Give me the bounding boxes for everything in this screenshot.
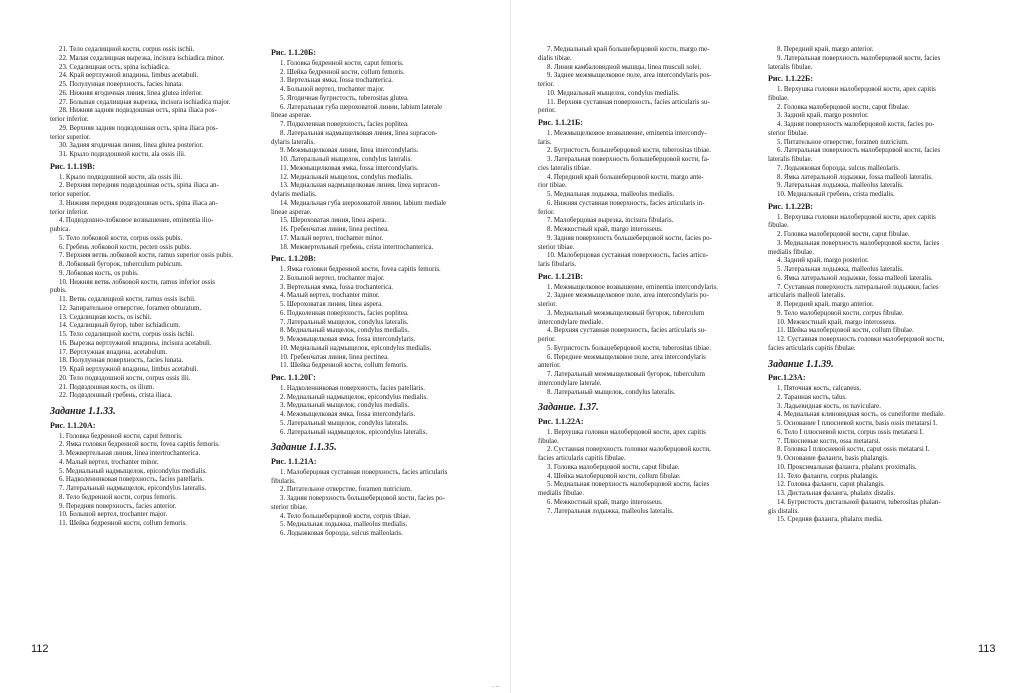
text-line: medialis fibulae. (768, 248, 814, 256)
text-line: 13. Седалищная кость, os ischii. (59, 313, 152, 321)
text-line: 15. Шероховатая линия, linea aspera. (280, 217, 387, 225)
text-line: 11. Верхняя суставная поверхность, facies articularis su- (547, 98, 710, 106)
right-page-column-1 (538, 46, 760, 516)
text-line: 8. Линия камбаловидной мышцы, linea musculi solei. (547, 63, 702, 71)
text-line: 1. Верхушка головки малоберцовой кости, apex capitis (777, 86, 936, 93)
text-line: 2. Таранная кость, talus. (777, 393, 847, 401)
text-line: 7. Подколенная поверхность, facies poplitea. (280, 121, 409, 128)
text-line: pubis. (50, 287, 67, 295)
text-line: 12. Головка фаланги, caput phalangis. (777, 481, 885, 489)
text-line: 2. Медиальный надмыщелок, epicondylus medialis. (280, 393, 428, 401)
figure-heading: Рис. 1.1.21Б: (538, 118, 583, 127)
text-line: 4. Шейка малоберцовой кости, collum fibulae. (547, 472, 681, 480)
text-line: 9. Передняя поверхность, facies anterior. (59, 502, 177, 510)
text-line: 8. Передний край, margo anterior. (777, 301, 874, 308)
text-line: 4. Медиальная клиновидная кость, os cuneiforme mediale. (777, 411, 945, 419)
text-line: 9. Задняя поверхность большеберцовой кости, facies po- (547, 234, 712, 242)
text-line: 9. Тело малоберцовой кости, corpus fibulae. (777, 309, 904, 317)
text-line: 6. Латеральная поверхность малоберцовой кости, facies (777, 147, 941, 155)
text-line: dylaris lateralis. (271, 138, 316, 146)
text-line: 1. Ямка головки бедренной кости, fovea capitis femoris. (280, 266, 441, 273)
text-line: 5. Медиальная поверхность малоберцовой кости, facies (547, 481, 710, 489)
figure-heading: Рис. 1.1.22Б: (768, 74, 813, 84)
text-line: 1. Межмыщелковое возвышение, eminentia intercondy- (547, 129, 707, 137)
text-line: 2. Головка малоберцовой кости, caput fibulae. (777, 103, 910, 111)
text-line: articularis malleoli lateralis. (768, 292, 846, 300)
text-line: 4. Передний край большеберцовой кости, margo ante- (547, 173, 704, 181)
text-line: 5. Основание I плюсневой кости, basis ossis metatarsi I. (777, 420, 938, 427)
text-line: 8. Тело бедренной кости, corpus femoris. (59, 493, 177, 501)
text-line: 3. Нижняя передняя подвздошная ость, spina iliaca an- (59, 199, 218, 207)
text-line: 4. Межмыщелковая ямка, fossa intercondylaris. (280, 411, 416, 418)
left-page-number: 112 (31, 643, 49, 655)
text-line: 4. Задний край, margo posterior. (777, 257, 869, 265)
text-line: 5. Бугристость большеберцовой кости, tuberositas tibiae. (547, 344, 711, 352)
text-line: 1. Крыло подвздошной кости, ala ossis ilii. (59, 173, 183, 181)
text-line: 9. Лобковая кость, os pubis. (59, 269, 139, 277)
left-page-column-2 (271, 46, 493, 539)
text-line: 10. Большой вертел, trochanter major. (59, 511, 168, 519)
text-line: 4. Большой вертел, trochanter major. (280, 86, 385, 93)
figure-heading: Рис. 1.1.21В: (538, 271, 584, 281)
text-line: terior inferior. (50, 116, 89, 123)
footer-mark: - -- (492, 684, 500, 690)
text-line: 1. Малоберцовая суставная поверхность, facies articularis (280, 468, 448, 476)
text-line: 14. Седалищный бугор, tuber ischiadicum. (59, 322, 181, 330)
text-line: 10. Проксимальная фаланга, phalanx proximalis. (777, 463, 917, 471)
text-line: 2. Бугристость большеберцовой кости, tuberositas tibiae. (547, 147, 711, 155)
text-line: 16. Гребенчатая линия, linea pectinea. (280, 226, 389, 233)
text-line: 1. Межмыщелковое возвышение, eminentia intercondylaris. (547, 283, 718, 291)
figure-heading: Рис. 1.1.22В: (768, 201, 814, 211)
text-line: 15. Тело седалищной кости, corpus ossis ischii. (59, 331, 195, 338)
text-line: laris fibularis. (538, 261, 577, 268)
text-line: 10. Латеральный мыщелок, condylus lateralis. (280, 156, 412, 163)
text-line: 10. Медиальный гребень, crista medialis. (777, 191, 895, 198)
text-line: 9. Межмыщелковая ямка, fossa intercondylaris. (280, 336, 416, 343)
text-line: 7. Латеральный межмыщелковый бугорок, tuberculum (547, 371, 705, 378)
text-line: 5. Медиальный надмыщелок, epicondylus medialis. (59, 467, 207, 475)
figure-heading: Рис.1.23А: (768, 373, 806, 383)
text-line: 6. Латеральный надмыщелок, epicondylus lateralis. (280, 428, 428, 436)
text-line: sterior tibiae. (538, 243, 575, 251)
figure-heading: Рис. 1.1.20Б: (271, 48, 316, 57)
text-line: 6. Гребень лобковой кости, pecten ossis pubis. (59, 243, 192, 251)
text-line: 22. Подвздошный гребень, crista iliaca. (59, 392, 173, 400)
text-line: 25. Полулунная поверхность, facies lunata. (59, 81, 184, 88)
text-line: 8. Ямка латеральной лодыжки, fossa malleoli lateralis. (777, 173, 933, 181)
text-line: lineae asperae. (271, 112, 312, 120)
text-line: rior tibiae. (538, 182, 567, 190)
text-line: 3. Латеральная поверхность большеберцовой кости, fa- (547, 156, 710, 163)
text-line: 3. Вертельная ямка, fossa trochanterica. (280, 283, 394, 291)
text-line: fibulae. (538, 437, 559, 445)
text-line: 20. Тело подвздошной кости, corpus ossis ilii. (59, 374, 191, 382)
text-line: 18. Полулунная поверхность, facies lunata. (59, 357, 184, 365)
text-line: 10. Нижняя ветвь лобковой кости, ramus inferior ossis (59, 278, 215, 286)
text-line: 8. Медиальный мыщелок, condylus medialis. (280, 327, 410, 335)
text-line: 9. Основание фаланги, basis phalangis. (777, 455, 889, 462)
text-line: dialis tibiae. (538, 54, 572, 62)
text-line: 23. Седалищная ость, spina ischiadica. (59, 63, 170, 71)
text-line: 9. Межмыщелковая линия, linea intercondylaris. (280, 147, 419, 155)
figure-heading: Рис. 1.1.20Г: (271, 373, 316, 382)
text-line: 9. Латеральная поверхность малоберцовой кости, facies (777, 54, 941, 62)
text-line: 8. Головка I плюсневой кости, caput ossis metatarsi I. (777, 446, 930, 454)
text-line: 7. Лодыжковая борозда, sulcus malleolaris. (777, 164, 900, 172)
text-line: 12. Медиальный мыщелок, condylus medialis. (280, 173, 413, 181)
text-line: 3. Задняя поверхность большеберцовой кости, facies po- (280, 495, 445, 502)
text-line: 5. Ягодичная бугристость, tuberositas glutea. (280, 94, 409, 102)
text-line: 6. Лодыжковая борозда, sulcus malleolaris. (280, 530, 403, 537)
text-line: 2. Верхняя передняя подвздошная ость, spina iliaca an- (59, 182, 219, 190)
text-line: 7. Латеральная лодыжка, malleolus lateralis. (547, 507, 674, 515)
text-line: 8. Лобковый бугорок, tuberculum pubicum. (59, 261, 183, 268)
text-line: 7. Малоберцовая вырезка, incisura fibularis. (547, 217, 674, 225)
text-line: 10. Малоберцовая суставная поверхность, facies articu- (547, 252, 709, 260)
text-line: 11. Тело фаланги, corpus phalangis. (777, 472, 879, 480)
figure-heading: Рис. 1.1.21А: (271, 457, 317, 466)
text-line: 13. Медиальная надмыщелковая линия, linea supracon- (280, 182, 440, 190)
text-line: 10. Гребенчатая линия, linea pectinea. (280, 353, 389, 361)
text-line: 3. Ладьевидная кость, os naviculare. (777, 402, 881, 410)
text-line: 8. Передний край, margo anterior. (777, 46, 874, 53)
text-line: 3. Вертельная ямка, fossa trochanterica. (280, 77, 394, 85)
text-line: 1. Пяточная кость, calcaneus. (777, 385, 862, 392)
text-line: 11. Межмыщелковая ямка, fossa intercondylaris. (280, 164, 419, 172)
text-line: 11. Шейка бедренной кости, collum femoris. (280, 362, 408, 370)
text-line: 4. Тело большеберцовой кости, corpus tibiae. (280, 512, 411, 520)
task-heading: Задание 1.1.35. (271, 442, 337, 454)
text-line: intercondylare mediale. (538, 318, 604, 326)
text-line: 10. Медиальный мыщелок, condylus medialis. (547, 89, 680, 97)
text-line: 3. Задний край, margo posterior. (777, 112, 869, 120)
text-line: perior. (538, 336, 556, 343)
text-line: 18. Межвертельный гребень, crista intertrochanterica. (280, 243, 434, 251)
text-line: 5. Питательное отверстие, foramen nutricium. (777, 138, 909, 146)
text-line: 11. Шейка малоберцовой кости, collum fibulae. (777, 327, 914, 335)
text-line: 4. Верхняя суставная поверхность, facies articularis su- (547, 327, 707, 335)
text-line: 3. Медиальный мыщелок, condylus medialis. (280, 402, 410, 410)
text-line: 3. Головка малоберцовой кости, caput fibulae. (547, 463, 680, 471)
text-line: 22. Малая седалищная вырезка, incisura ischiadica minor. (59, 54, 225, 62)
text-line: 2. Большой вертел, trochanter major. (280, 274, 385, 282)
text-line: 16. Вырезка вертлужной впадины, incisura acetabuli. (59, 339, 212, 347)
text-line: 6. Подколенная поверхность, facies poplitea. (280, 309, 409, 317)
text-line: 12. Суставная поверхность головки малоберцовой кости, (777, 336, 945, 343)
task-heading: Задание 1.1.39. (768, 358, 834, 370)
text-line: fibularis. (271, 477, 296, 485)
text-line: 8. Латеральный мыщелок, condylus lateralis. (547, 388, 676, 396)
text-line: 17. Вертлужная впадина, acetabulum. (59, 348, 168, 356)
text-line: 8. Латеральная надмыщелковая линия, linea supracon- (280, 129, 438, 137)
text-line: 6. Переднее межмыщелковое поле, area intercondylaris (547, 353, 706, 361)
text-line: pubica. (50, 226, 71, 233)
task-heading: Задание. 1.37. (538, 402, 599, 414)
text-line: terior. (538, 81, 555, 88)
text-line: anterior. (538, 362, 561, 370)
text-line: 7. Латеральный мыщелок, condylus lateralis. (280, 318, 409, 326)
text-line: facies articularis capitis fibulae. (768, 344, 856, 352)
text-line: dylaris medialis. (271, 191, 317, 198)
text-line: 2. Ямка головки бедренной кости, fovea capitis femoris. (59, 441, 220, 449)
task-heading: Задание 1.1.33. (50, 406, 116, 417)
text-line: 10. Медиальный надмыщелок, epicondylus medialis. (280, 344, 432, 352)
text-line: 31. Крыло подвздошной кости, ala ossis ilii. (59, 151, 186, 158)
page-gutter (510, 0, 511, 693)
text-line: 4. Малый вертел, trochanter minor. (59, 458, 159, 466)
text-line: lateralis fibulae. (768, 156, 813, 163)
text-line: 14. Бугристость дистальной фаланги, tuberositas phalan- (777, 498, 941, 506)
text-line: 2. Заднее межмыщелковое поле, area intercondylaris po- (547, 292, 709, 300)
text-line: 5. Латеральный мыщелок, condylus lateralis. (280, 419, 409, 427)
text-line: 5. Медиальная лодыжка, malleolus medialis. (547, 191, 675, 198)
text-line: 11. Шейка бедренной кости, collum femoris. (59, 520, 187, 527)
text-line: 5. Тело лобковой кости, corpus ossis pubis. (59, 234, 183, 242)
text-line: terior superior. (50, 191, 91, 198)
left-page-column-1 (50, 46, 265, 529)
text-line: 5. Шероховатая линия, linea aspera. (280, 301, 383, 308)
text-line: cies lateralis tibiae. (538, 164, 591, 172)
text-line: gis distalis. (768, 507, 800, 515)
right-page-number: 113 (978, 643, 996, 655)
text-line: 11. Ветвь седалищной кости, ramus ossis ischii. (59, 296, 196, 303)
text-line: 13. Дистальная фаланга, phalanx distalis. (777, 490, 896, 497)
text-line: 2. Питательное отверстие, foramen nutricium. (280, 486, 412, 494)
text-line: 24. Край вертлужной впадины, limbus acetabuli. (59, 72, 199, 80)
figure-heading: Рис. 1.1.22А: (538, 417, 584, 426)
text-line: 6. Межкостный край, margo interosseus. (547, 498, 663, 506)
right-page-column-2 (768, 46, 990, 525)
text-line: 6. Латеральная губа шероховатой линии, labium laterale (280, 103, 443, 111)
text-line: 12. Запирательное отверстие, foramen obturatum. (59, 304, 202, 312)
text-line: 9. Заднее межмыщелковое поле, area intercondylaris pos- (547, 72, 712, 80)
text-line: 17. Малый вертел, trochanter minor. (280, 234, 384, 242)
text-line: 7. Верхняя ветвь лобковой кости, ramus superior ossis pubis. (59, 252, 233, 260)
text-line: 7. Медиальный край большеберцовой кости, margo me- (547, 46, 710, 53)
text-line: 27. Большая седалищная вырезка, incisura ischiadica major. (59, 98, 231, 106)
text-line: perior. (538, 107, 556, 115)
text-line: 4. Малый вертел, trochanter minor. (280, 292, 380, 300)
text-line: 14. Медиальная губа шероховатой линии, labium mediale (280, 199, 447, 207)
text-line: 2. Суставная поверхность головки малоберцовой кости, (547, 446, 711, 454)
text-line: 21. Подвздошная кость, os ilium. (59, 383, 155, 391)
figure-heading: Рис. 1.1.19В: (50, 161, 96, 171)
text-line: 7. Латеральный надмыщелок, epicondylus lateralis. (59, 485, 207, 492)
text-line: 6. Тело I плюсневой кости, corpus ossis metatarsi I. (777, 428, 924, 436)
text-line: lateralis fibulae. (768, 63, 813, 71)
text-line: 2. Шейка бедренной кости, collum femoris. (280, 68, 405, 76)
text-line: 1. Головка бедренной кости, caput femoris. (59, 432, 183, 440)
text-line: medialis fibulae. (538, 490, 584, 497)
figure-heading: Рис. 1.1.20В: (271, 254, 317, 264)
text-line: 8. Межкостный край, margo interosseus. (547, 226, 663, 233)
text-line: 3. Межвертельная линия, linea intertrochanterica. (59, 450, 201, 457)
text-line: 15. Средняя фаланга, phalanx media. (777, 516, 883, 524)
text-line: 7. Плюсневые кости, ossa metatarsi. (777, 437, 881, 445)
text-line: 7. Суставная поверхность латеральной лодыжки, facies (777, 283, 939, 291)
figure-heading: Рис. 1.1.20А: (50, 420, 96, 430)
text-line: fibulae. (768, 94, 789, 102)
text-line: 10. Межкостный край, margo interosseus. (777, 318, 897, 326)
text-line: 1. Надколенниковая поверхность, facies patellaris. (280, 384, 425, 392)
text-line: lineae asperae. (271, 208, 312, 216)
text-line: 1. Верхушка головки малоберцовой кости, apex capitis (777, 213, 936, 221)
text-line: facies articularis capitis fibulae. (538, 455, 626, 462)
text-line: sterior tibiae. (271, 503, 308, 511)
text-line: 21. Тело седалищной кости, corpus ossis ischii. (59, 46, 195, 53)
text-line: 1. Головка бедренной кости, caput femoris. (280, 59, 404, 67)
text-line: 28. Нижняя задняя подвздошная ость, spina iliaca pos- (59, 107, 217, 115)
text-line: laris. (538, 138, 552, 146)
text-line: ferior. (538, 208, 555, 216)
text-line: 9. Латеральная лодыжка, malleolus lateralis. (777, 182, 904, 190)
text-line: sterior fibulae. (768, 129, 809, 137)
text-line: 6. Ямка латеральной лодыжки, fossa malleoli lateralis. (777, 274, 933, 282)
text-line: 26. Нижняя ягодичная линия, linea glutea inferior. (59, 89, 203, 97)
text-line: 4. Подвздошно-лобковое возвышение, eminentia ilio- (59, 217, 214, 225)
text-line: fibulae. (768, 222, 789, 230)
text-line: 2. Головка малоберцовой кости, caput fibulae. (777, 231, 910, 238)
text-line: sterior. (538, 301, 557, 308)
text-line: intercondylare laterale. (538, 379, 602, 387)
text-line: 5. Латеральная лодыжка, malleolus lateralis. (777, 266, 904, 273)
text-line: terior inferior. (50, 208, 89, 216)
text-line: 3. Медиальная поверхность малоберцовой кости, facies (777, 239, 940, 247)
text-line: 6. Надколенниковая поверхность, facies patellaris. (59, 476, 204, 484)
text-line: 5. Медиальная лодыжка, malleolus medialis. (280, 521, 408, 529)
text-line: terior superior. (50, 133, 91, 141)
text-line: 3. Медиальный межмыщелковый бугорок, tuberculum (547, 309, 705, 317)
text-line: 4. Задняя поверхность малоберцовой кости, facies po- (777, 121, 935, 128)
text-line: 6. Нижняя суставная поверхность, facies articularis in- (547, 199, 705, 207)
text-line: 29. Верхняя задняя подвздошная ость, spina iliaca pos- (59, 124, 218, 132)
text-line: 30. Задняя ягодичная линия, linea glutea posterior. (59, 142, 204, 150)
text-line: 19. Край вертлужной впадины, limbus acetabuli. (59, 366, 199, 373)
text-line: 1. Верхушка головки малоберцовой кости, apex capitis (547, 428, 706, 436)
